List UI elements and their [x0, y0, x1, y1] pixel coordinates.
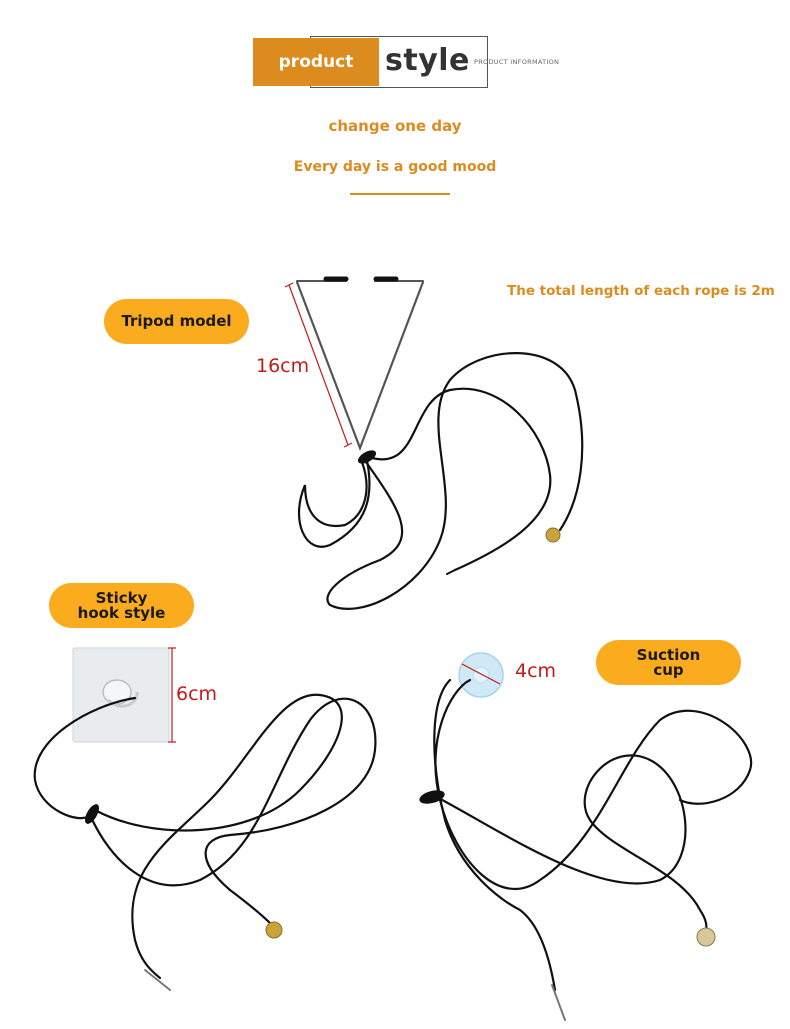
- suction-cup-label-line2: cup: [653, 660, 684, 679]
- sticky-hook-label-line2: hook style: [77, 603, 166, 622]
- sticky-hook-dimension: 6cm: [176, 683, 218, 705]
- suction-cup-dimension: 4cm: [515, 660, 557, 682]
- header-tag: product: [253, 38, 379, 86]
- tripod-product: [297, 279, 582, 609]
- header-title: style: [385, 43, 470, 78]
- slogan-line-2: Every day is a good mood: [293, 159, 497, 175]
- slogan-line-1: change one day: [328, 117, 462, 135]
- sticky-hook-label-line1: Sticky: [95, 588, 148, 607]
- suction-cup-product: [459, 653, 503, 697]
- suction-cup-label: [596, 640, 741, 685]
- sticky-hook-label: [49, 583, 194, 628]
- suction-rope: [418, 680, 751, 1020]
- tripod-model-label: [104, 299, 249, 344]
- tripod-dimension: 16cm: [256, 355, 310, 377]
- tripod-model-label-text: Tripod model: [121, 312, 232, 330]
- rope-length-note: The total length of each rope is 2m: [507, 283, 775, 299]
- sticky-hook-product: [73, 648, 169, 742]
- header-subtitle: PRODUCT INFORMATION: [474, 58, 560, 66]
- suction-cup-label-line1: Suction: [636, 645, 701, 664]
